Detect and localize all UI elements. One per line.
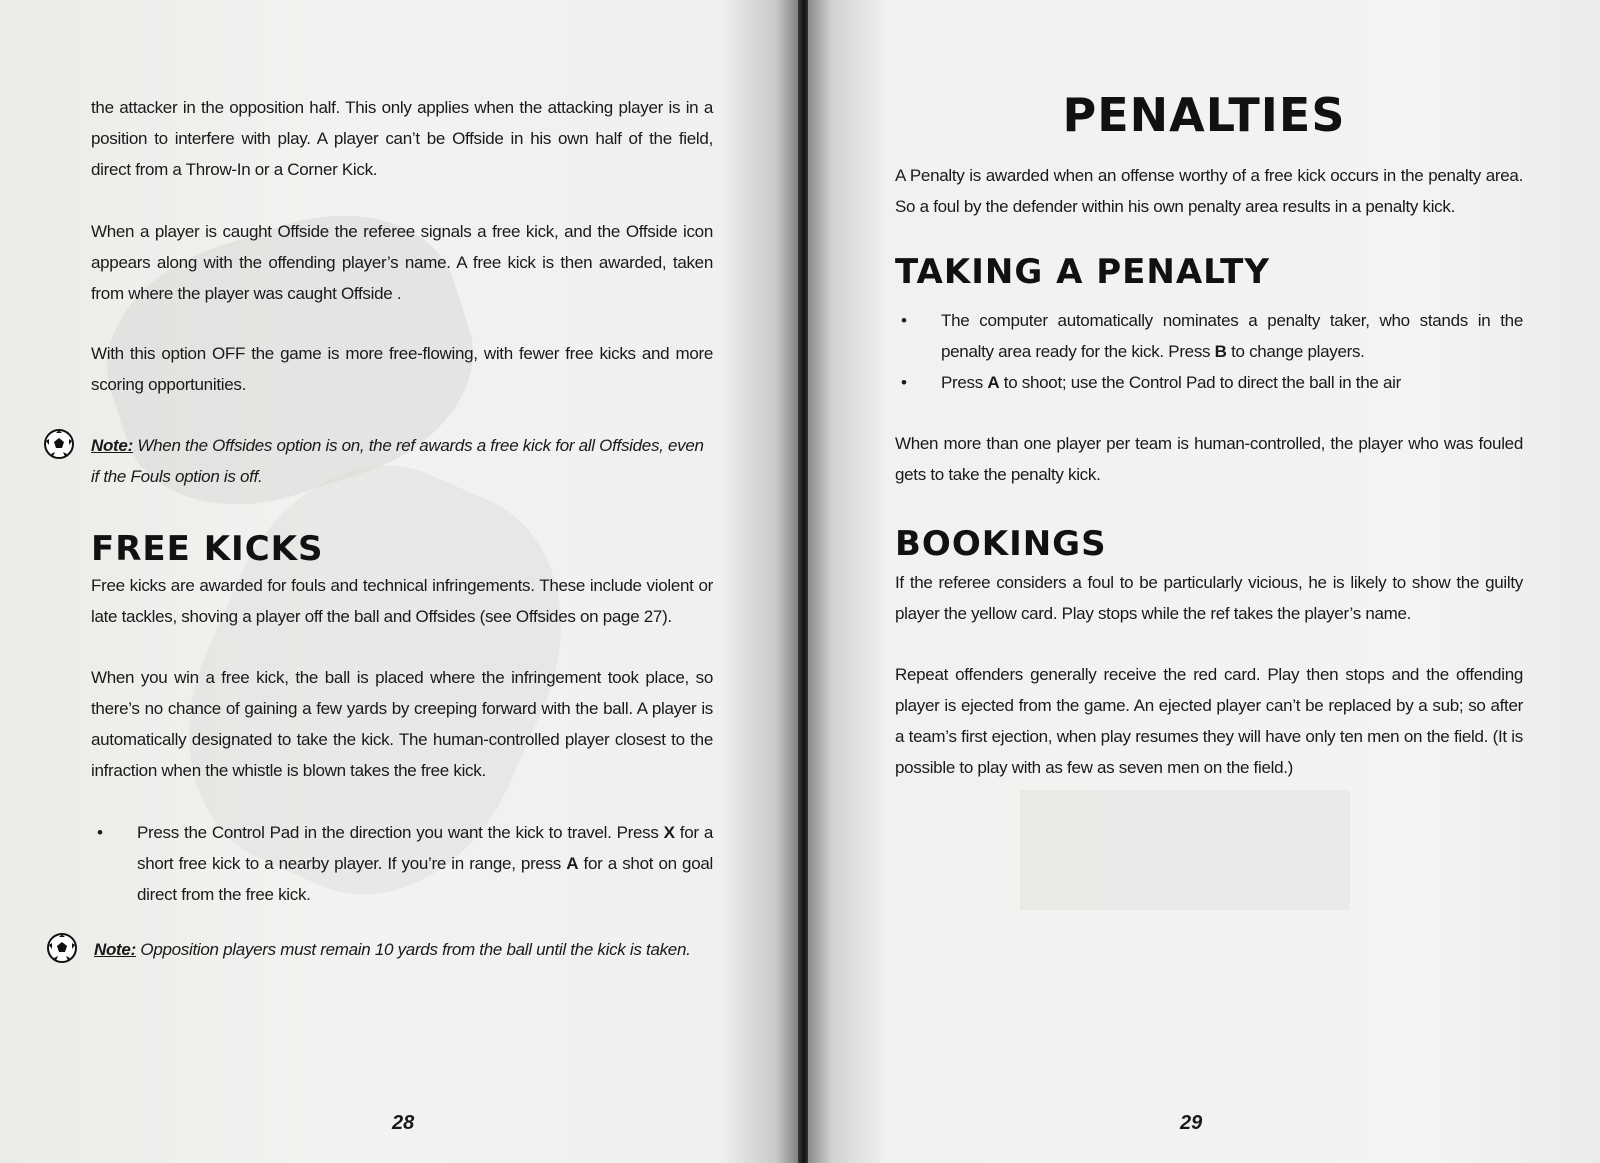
page-number-left: 28 bbox=[392, 1112, 415, 1134]
free-kick-bullets bbox=[91, 817, 713, 910]
page-number-right: 29 bbox=[1180, 1112, 1203, 1134]
button-a-key: A bbox=[566, 854, 579, 873]
right-page bbox=[808, 0, 1600, 1163]
list-item bbox=[895, 305, 1523, 367]
penalty-intro-paragraph: A Penalty is awarded when an offense worthy of a free kick occurs in the penalty area. So a foul by the defender within his own penalty area results in a penalty kick. bbox=[895, 166, 1523, 216]
note-label: Note: bbox=[94, 940, 136, 959]
bullet-text: to shoot; use the Control Pad to direct the ball in the air bbox=[999, 373, 1401, 392]
bookings-paragraph-1: If the referee considers a foul to be particularly vicious, he is likely to show the guilty player the yellow card. Play stops while the ref takes the player’s name. bbox=[895, 573, 1523, 623]
offside-caught-paragraph: When a player is caught Offside the referee signals a free kick, and the Offside icon appears along with the offending player’s name. A free kick is then awarded, taken from where the player was caught Offside . bbox=[91, 222, 713, 303]
bullet-text: Press the Control Pad in the direction you want the kick to travel. Press bbox=[137, 823, 664, 842]
button-x-key: X bbox=[663, 823, 675, 842]
bookings-paragraph-2: Repeat offenders generally receive the red card. Play then stops and the offending player is ejected from the game. An ejected player can’t be replaced by a sub; so after a team’s first ejection, when play resumes they will have only ten men on the field. (It is possible to play with as few as seven men on the field.) bbox=[895, 665, 1523, 777]
taking-a-penalty-heading: TAKING A PENALTY bbox=[895, 252, 1270, 292]
note-text: Opposition players must remain 10 yards from the ball until the kick is taken. bbox=[140, 940, 691, 959]
bullet-text: for a shot on goal direct from the free kick. bbox=[137, 854, 713, 904]
offside-continuation-paragraph: the attacker in the opposition half. This only applies when the attacking player is in a position to interfere with play. A player can’t be Offside in his own half of the field, direct from a Throw-In or a Corner Kick. bbox=[91, 98, 713, 179]
bullet-marker: • bbox=[901, 373, 907, 392]
penalties-heading: PENALTIES bbox=[1062, 88, 1346, 142]
soccer-ball-icon bbox=[46, 932, 78, 964]
note-offsides bbox=[91, 430, 713, 492]
bullet-text: Press bbox=[941, 373, 988, 392]
bookings-heading: BOOKINGS bbox=[895, 524, 1107, 564]
show-through-picture bbox=[1020, 790, 1350, 910]
button-a-key: A bbox=[987, 373, 1000, 392]
soccer-ball-icon bbox=[43, 428, 75, 460]
list-item bbox=[91, 817, 713, 910]
penalty-bullets bbox=[895, 305, 1523, 398]
note-opposition-distance bbox=[94, 934, 716, 965]
human-controlled-paragraph: When more than one player per team is human-controlled, the player who was fouled gets to take the penalty kick. bbox=[895, 434, 1523, 484]
free-kicks-paragraph-2: When you win a free kick, the ball is placed where the infringement took place, so there’s no chance of gaining a few yards by creeping forward with the ball. A player is automatically designated to take the kick. The human-controlled player closest to the infraction when the whistle is blown takes the free kick. bbox=[91, 668, 713, 780]
free-kicks-heading: FREE KICKS bbox=[91, 529, 324, 569]
note-label: Note: bbox=[91, 436, 133, 455]
bullet-text: The computer automatically nominates a penalty taker, who stands in the penalty area ready for the kick. Press bbox=[941, 311, 1523, 361]
bullet-text: to change players. bbox=[1226, 342, 1365, 361]
bullet-marker: • bbox=[97, 823, 103, 842]
list-item bbox=[895, 367, 1523, 398]
bullet-text: for a short free kick to a nearby player. If you’re in range, press bbox=[137, 823, 713, 873]
note-text: When the Offsides option is on, the ref awards a free kick for all Offsides, even if the Fouls option is off. bbox=[91, 436, 704, 486]
offside-off-paragraph: With this option OFF the game is more free-flowing, with fewer free kicks and more scoring opportunities. bbox=[91, 344, 713, 394]
bullet-marker: • bbox=[901, 311, 907, 330]
free-kicks-paragraph-1: Free kicks are awarded for fouls and technical infringements. These include violent or late tackles, shoving a player off the ball and Offsides (see Offsides on page 27). bbox=[91, 576, 713, 626]
button-b-key: B bbox=[1214, 342, 1227, 361]
